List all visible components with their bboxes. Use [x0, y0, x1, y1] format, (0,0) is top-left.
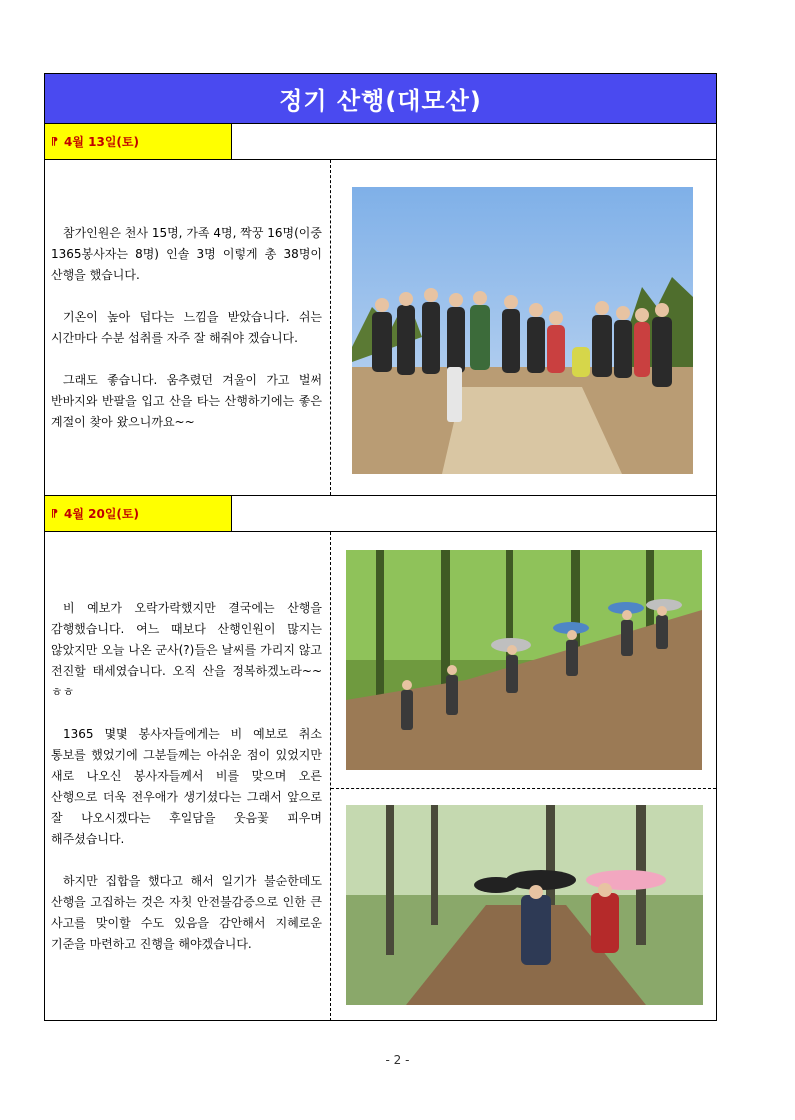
rainy-hike-photo-1 [346, 550, 702, 770]
date-label-2: 4월 20일(토) [64, 507, 139, 521]
paragraph: 하지만 집합을 했다고 해서 일기가 불순한데도 산행을 고집하는 것은 자칫 안전불감증으로 인한 큰 사고를 맞이할 수도 있음을 감안해서 지혜로운 기준을 마련하고 진행을 해야겠습니다. [51, 874, 322, 951]
paragraph: 비 예보가 오락가락했지만 결국에는 산행을 감행했습니다. 여느 때보다 산행인원이 많지는 않았지만 오늘 나온 군사(?)들은 날씨를 가리지 않고 전진할 태세였습니다. 오직 산을 정복하겠노라~~ㅎㅎ [51, 601, 322, 699]
date-row-2 [45, 496, 716, 532]
page-number: - 2 - [385, 1053, 410, 1067]
paragraph: 기온이 높아 덥다는 느낌을 받았습니다. 쉬는 시간마다 수분 섭취를 자주 잘 해줘야 겠습니다. [51, 309, 322, 345]
text-cell-1 [45, 160, 331, 495]
content-row-1 [45, 160, 716, 496]
paragraph: 1365 몇몇 봉사자들에게는 비 예보로 취소 통보를 했었기에 그분들께는 아쉬운 점이 있었지만 새로 나오신 봉사자들께서 비를 맞으며 오른 산행으로 더욱 전우애가 생기셨다는 그래서 앞으로 잘 나오시겠다는 후일담을 웃음꽃 피우며 해주셨습니다. [51, 727, 322, 846]
paragraph: 참가인원은 천사 15명, 가족 4명, 짝꿍 16명(이중 1365봉사자는 8명) 인솔 3명 이렇게 총 38명이 산행을 했습니다. [51, 225, 322, 282]
document-frame [44, 73, 717, 1021]
date-marker-icon: ⁋ [51, 507, 58, 520]
date-marker-icon: ⁋ [51, 135, 58, 148]
photo-divider [331, 788, 716, 789]
date-label-1: 4월 13일(토) [64, 135, 139, 149]
page-title: 정기 산행(대모산) [279, 87, 482, 115]
content-row-2 [45, 532, 716, 1021]
date-row-1 [45, 124, 716, 160]
date-cell-1 [45, 124, 232, 159]
group-photo-summit [352, 187, 693, 474]
title-bar [45, 74, 716, 124]
rainy-hike-photo-2 [346, 805, 703, 1005]
paragraph: 그래도 좋습니다. 움추렸던 겨울이 가고 벌써 반바지와 반팔을 입고 산을 타는 산행하기에는 좋은 계절이 찾아 왔으니까요~~ [51, 372, 322, 429]
date-cell-2 [45, 496, 232, 531]
text-cell-2 [45, 532, 331, 1021]
